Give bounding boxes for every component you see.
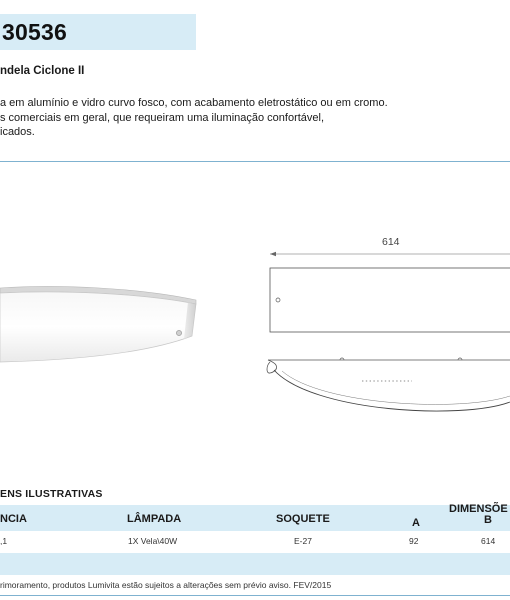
row-reference: ,1 bbox=[0, 536, 8, 546]
product-description bbox=[0, 96, 388, 140]
description-line-2: s comerciais em geral, que requeiram uma iluminação confortável, bbox=[0, 111, 325, 124]
row-lamp: 1X Vela\40W bbox=[128, 536, 178, 546]
col-reference-header: NCIA bbox=[0, 513, 27, 525]
col-socket-header: SOQUETE bbox=[276, 513, 330, 525]
mount-hole bbox=[276, 298, 280, 302]
row-b: 614 bbox=[481, 536, 496, 546]
description-line-3: icados. bbox=[0, 126, 35, 138]
arrow-left-icon bbox=[270, 252, 276, 256]
section-title: ENS ILUSTRATIVAS bbox=[0, 488, 103, 500]
product-title: ndela Ciclone II bbox=[0, 65, 85, 77]
top-divider bbox=[0, 161, 510, 162]
footer-note: rimoramento, produtos Lumivita estão sujeitos a alterações sem prévio aviso. FEV/2015 bbox=[0, 580, 332, 590]
description-line-1: a em alumínio e vidro curvo fosco, com acabamento eletrostático ou em cromo. bbox=[0, 97, 388, 109]
technical-drawing bbox=[262, 230, 510, 430]
product-photo bbox=[0, 276, 200, 376]
dimension-label: 614 bbox=[382, 236, 400, 248]
product-code: 30536 bbox=[2, 19, 67, 45]
col-a-header: A bbox=[412, 517, 420, 529]
front-view bbox=[270, 268, 510, 332]
col-dimensions-header: DIMENSÕE bbox=[449, 503, 508, 515]
table-header-band bbox=[0, 505, 510, 531]
row-socket: E-27 bbox=[294, 536, 312, 546]
bottom-divider bbox=[0, 595, 510, 596]
col-b-header: B bbox=[484, 514, 492, 526]
row-a: 92 bbox=[409, 536, 419, 546]
screw-icon bbox=[176, 330, 181, 335]
side-view bbox=[267, 358, 510, 411]
footer-band bbox=[0, 553, 510, 575]
col-lamp-header: LÂMPADA bbox=[127, 513, 182, 525]
